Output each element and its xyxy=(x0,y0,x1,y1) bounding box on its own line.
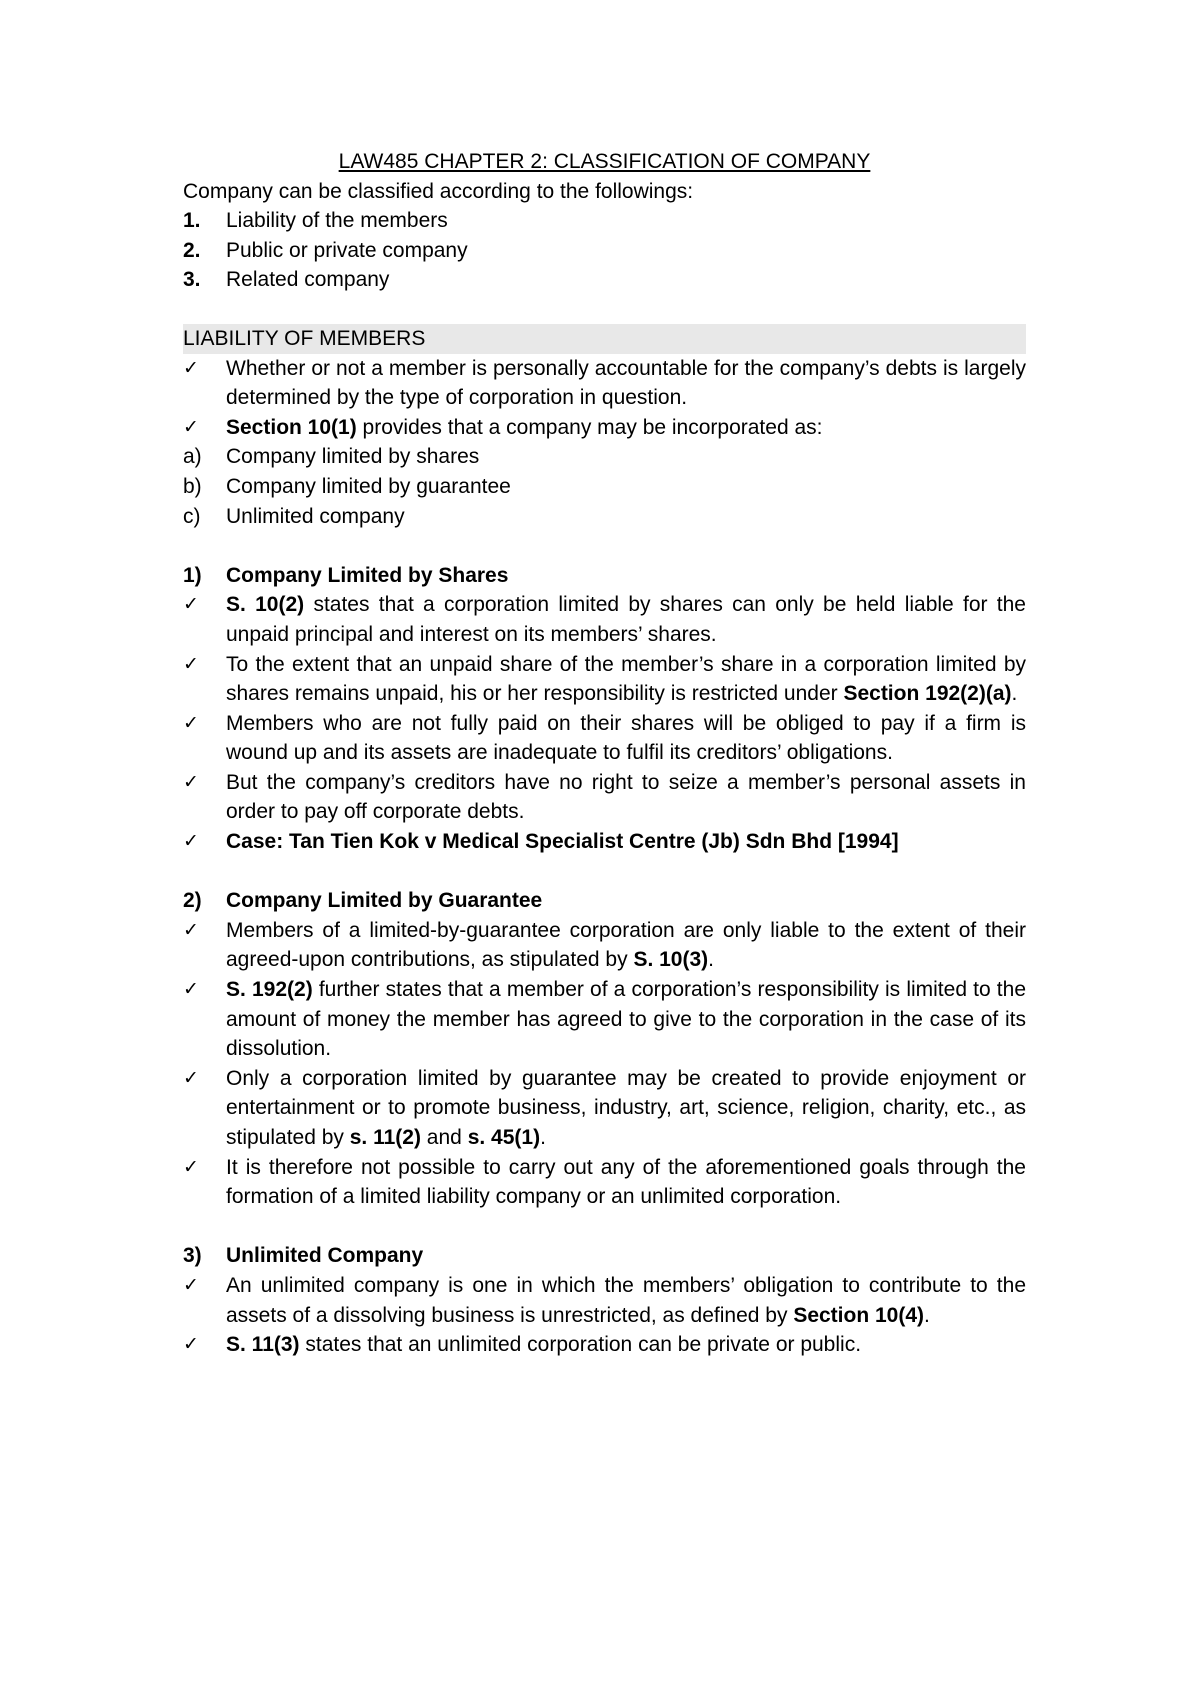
list-item xyxy=(183,472,1026,502)
page-title: LAW485 CHAPTER 2: CLASSIFICATION OF COMPANY xyxy=(338,150,871,173)
check-icon: ✓ xyxy=(183,711,199,734)
list-marker: 3. xyxy=(183,268,201,292)
bullet-text: Only a corporation limited by guarantee may be created to provide enjoyment or entertainment or to promote business, industry, art, science, religion, charity, etc., as stipulated by s. 11(2) and s. 45(1). xyxy=(226,1066,1026,1149)
subsection-number: 3) xyxy=(183,1244,202,1268)
bullet-text: To the extent that an unpaid share of the member’s share in a corporation limited by shares remains unpaid, his or her responsibility is restricted under Section 192(2)(a). xyxy=(226,652,1026,706)
bullet-text: Section 10(1) provides that a company may be incorporated as: xyxy=(226,415,823,439)
bullet-item xyxy=(183,1153,1026,1212)
list-item xyxy=(183,442,1026,472)
statute-ref: S. 10(3) xyxy=(633,948,709,972)
intro-text: Company can be classified according to the followings: xyxy=(183,179,694,203)
check-icon: ✓ xyxy=(183,1066,199,1089)
bullet-item xyxy=(183,590,1026,649)
bullet-item xyxy=(183,1271,1026,1330)
statute-ref: S. 11(3) xyxy=(226,1333,300,1357)
bullet-item xyxy=(183,709,1026,768)
bullet-item xyxy=(183,354,1026,413)
bullet-item xyxy=(183,768,1026,827)
subsection-number: 2) xyxy=(183,889,202,913)
bullet-item xyxy=(183,916,1026,975)
statute-ref: Section 192(2)(a) xyxy=(843,682,1012,706)
check-icon: ✓ xyxy=(183,1155,199,1178)
statute-ref: S. 10(2) xyxy=(226,593,305,617)
subsection-title: Company Limited by Shares xyxy=(226,563,509,587)
statute-ref: Section 10(1) xyxy=(226,415,357,439)
bullet-item xyxy=(183,1330,1026,1360)
bullet-text: S. 192(2) further states that a member of a corporation’s responsibility is limited to the amount of money the member has agreed to give to the corporation in the case of its dissolution. xyxy=(226,978,1026,1061)
check-icon: ✓ xyxy=(183,978,199,1001)
bullet-text: Members of a limited-by-guarantee corporation are only liable to the extent of their agreed-upon contributions, as stipulated by S. 10(3). xyxy=(226,918,1026,972)
spacer xyxy=(183,857,1026,887)
bullet-text: Whether or not a member is personally accountable for the company’s debts is largely determined by the type of corporation in question. xyxy=(226,356,1026,410)
case-citation: Case: Tan Tien Kok v Medical Specialist Centre (Jb) Sdn Bhd [1994] xyxy=(226,830,899,854)
check-icon: ✓ xyxy=(183,918,199,941)
bullet-item xyxy=(183,650,1026,709)
bullet-text: It is therefore not possible to carry out any of the aforementioned goals through the formation of a limited liability company or an unlimited corporation. xyxy=(226,1155,1026,1209)
bullet-item xyxy=(183,1064,1026,1153)
check-icon: ✓ xyxy=(183,1333,199,1356)
statute-ref: Section 10(4) xyxy=(793,1303,925,1327)
bullet-item xyxy=(183,975,1026,1064)
spacer xyxy=(183,531,1026,561)
bullet-text: But the company’s creditors have no right to seize a member’s personal assets in order to pay off corporate debts. xyxy=(226,770,1026,824)
subsection-heading xyxy=(183,561,1026,591)
subsection-title: Unlimited Company xyxy=(226,1244,424,1268)
check-icon: ✓ xyxy=(183,1273,199,1296)
bullet-text: S. 10(2) states that a corporation limited by shares can only be held liable for the unpaid principal and interest on its members’ shares. xyxy=(226,593,1026,646)
list-item xyxy=(183,265,1026,295)
statute-ref: s. 45(1) xyxy=(467,1126,541,1149)
check-icon: ✓ xyxy=(183,830,199,853)
spacer xyxy=(183,1212,1026,1242)
list-marker: 1. xyxy=(183,209,201,233)
check-icon: ✓ xyxy=(183,770,199,793)
check-icon: ✓ xyxy=(183,593,199,616)
subsection-number: 1) xyxy=(183,563,202,587)
bullet-text: An unlimited company is one in which the members’ obligation to contribute to the assets of a dissolving business is unrestricted, as defined by Section 10(4). xyxy=(226,1273,1026,1327)
list-item-text: Company limited by guarantee xyxy=(226,474,511,498)
check-icon: ✓ xyxy=(183,356,199,379)
list-item-text: Company limited by shares xyxy=(226,445,480,469)
list-item xyxy=(183,206,1026,236)
statute-ref: S. 192(2) xyxy=(226,978,313,1002)
list-marker: a) xyxy=(183,445,202,469)
subsection-heading xyxy=(183,886,1026,916)
check-icon: ✓ xyxy=(183,415,199,438)
list-item-text: Liability of the members xyxy=(226,209,448,233)
list-marker: 2. xyxy=(183,238,201,262)
subsection-heading xyxy=(183,1241,1026,1271)
list-item-text: Unlimited company xyxy=(226,504,405,528)
bullet-text: S. 11(3) states that an unlimited corporation can be private or public. xyxy=(226,1333,862,1357)
check-icon: ✓ xyxy=(183,652,199,675)
list-item-text: Public or private company xyxy=(226,238,468,262)
list-marker: b) xyxy=(183,474,202,498)
statute-ref: s. 11(2) xyxy=(349,1126,421,1149)
bullet-item xyxy=(183,413,1026,443)
bullet-text: Members who are not fully paid on their shares will be obliged to pay if a firm is wound up and its assets are inadequate to fulfil its creditors’ obligations. xyxy=(226,711,1026,765)
list-item xyxy=(183,502,1026,532)
list-marker: c) xyxy=(183,504,201,528)
bullet-item xyxy=(183,827,1026,857)
section-header-liability: LIABILITY OF MEMBERS xyxy=(183,324,1026,354)
subsection-title: Company Limited by Guarantee xyxy=(226,889,543,913)
list-item-text: Related company xyxy=(226,268,390,292)
list-item xyxy=(183,236,1026,266)
document-body xyxy=(183,147,1026,1360)
